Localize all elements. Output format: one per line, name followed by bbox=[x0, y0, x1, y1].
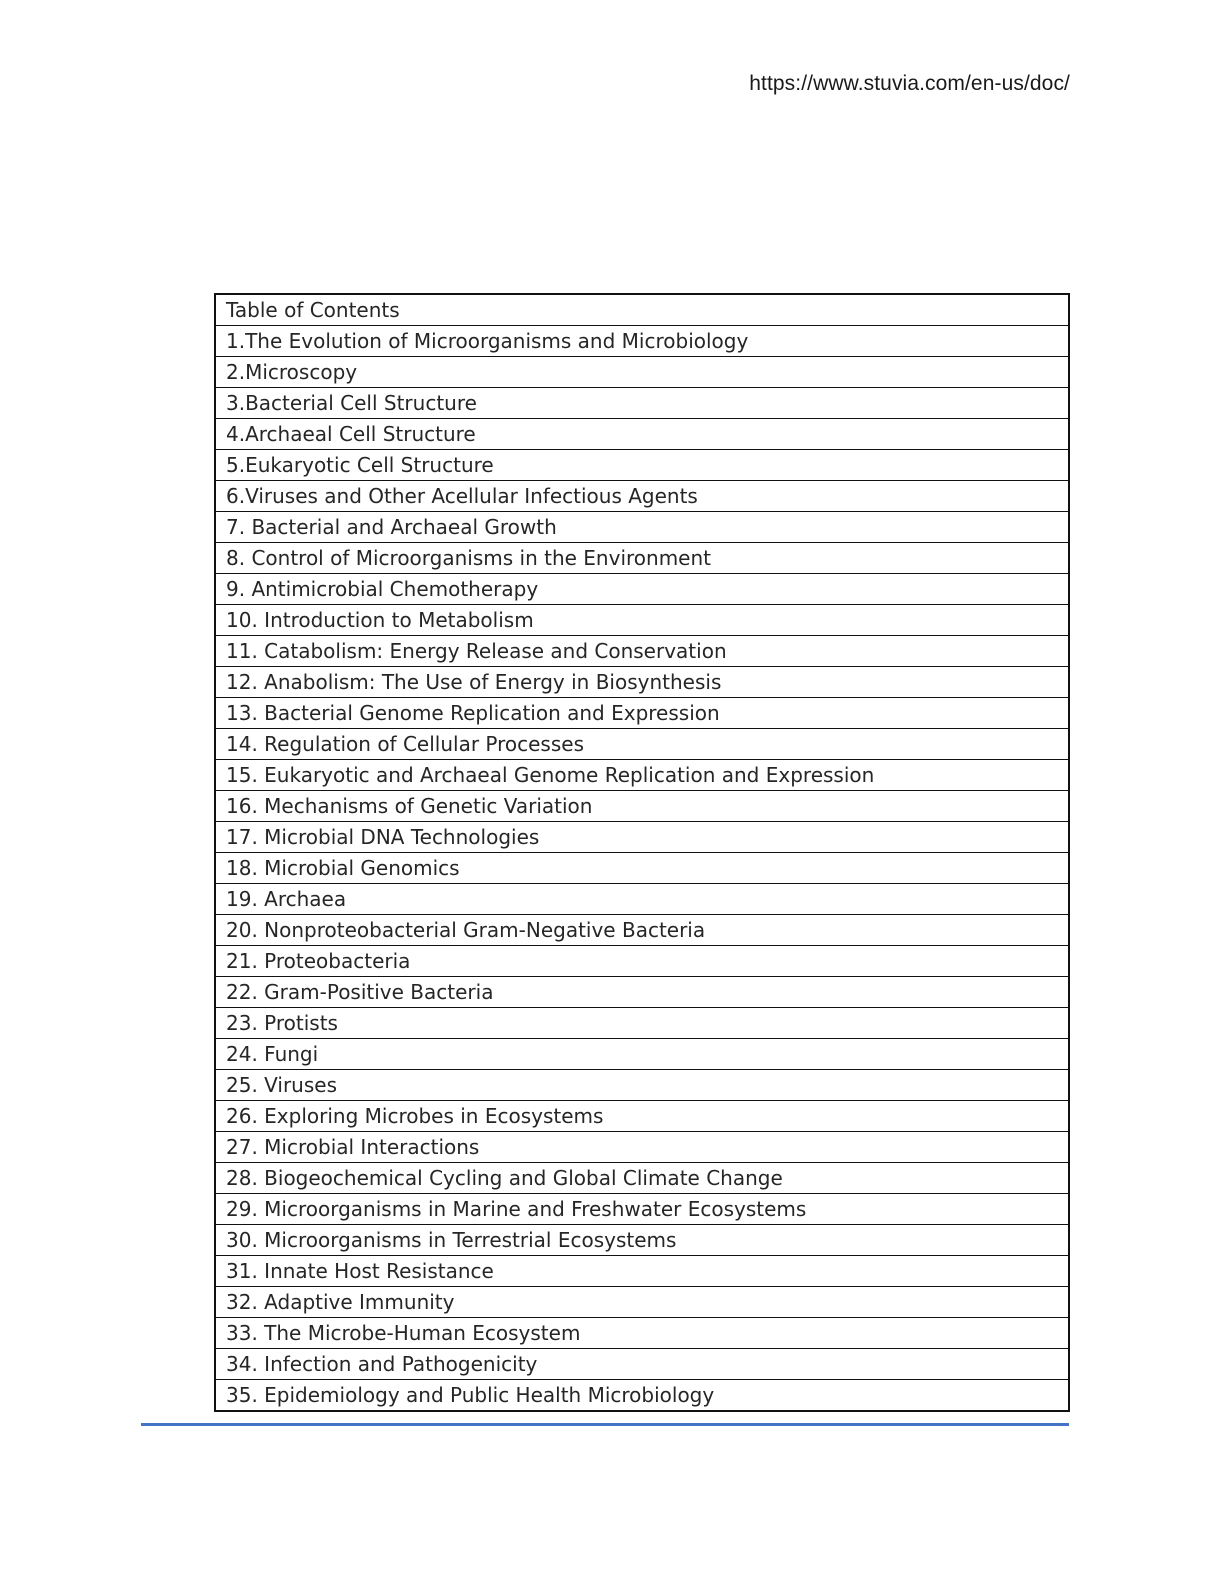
toc-item: 3.Bacterial Cell Structure bbox=[215, 388, 1069, 419]
toc-item: 15. Eukaryotic and Archaeal Genome Replication and Expression bbox=[215, 760, 1069, 791]
table-row bbox=[215, 760, 1069, 791]
table-row bbox=[215, 791, 1069, 822]
toc-item: 21. Proteobacteria bbox=[215, 946, 1069, 977]
toc-item: 10. Introduction to Metabolism bbox=[215, 605, 1069, 636]
table-row bbox=[215, 512, 1069, 543]
toc-item: 20. Nonproteobacterial Gram-Negative Bacteria bbox=[215, 915, 1069, 946]
toc-item: 18. Microbial Genomics bbox=[215, 853, 1069, 884]
table-row bbox=[215, 450, 1069, 481]
toc-item: 24. Fungi bbox=[215, 1039, 1069, 1070]
toc-item: 17. Microbial DNA Technologies bbox=[215, 822, 1069, 853]
toc-item: 1.The Evolution of Microorganisms and Microbiology bbox=[215, 326, 1069, 357]
table-of-contents bbox=[214, 293, 1070, 1412]
table-row bbox=[215, 853, 1069, 884]
table-row bbox=[215, 1163, 1069, 1194]
toc-item: 33. The Microbe-Human Ecosystem bbox=[215, 1318, 1069, 1349]
toc-item: 23. Protists bbox=[215, 1008, 1069, 1039]
toc-item: 34. Infection and Pathogenicity bbox=[215, 1349, 1069, 1380]
toc-item: 28. Biogeochemical Cycling and Global Climate Change bbox=[215, 1163, 1069, 1194]
table-row bbox=[215, 915, 1069, 946]
table-row bbox=[215, 357, 1069, 388]
toc-body bbox=[215, 294, 1069, 1411]
table-row bbox=[215, 698, 1069, 729]
table-row bbox=[215, 1225, 1069, 1256]
table-row bbox=[215, 977, 1069, 1008]
toc-title: Table of Contents bbox=[226, 298, 400, 322]
table-row bbox=[215, 1194, 1069, 1225]
table-row bbox=[215, 1256, 1069, 1287]
table-row bbox=[215, 481, 1069, 512]
toc-item: 5.Eukaryotic Cell Structure bbox=[215, 450, 1069, 481]
toc-item: 16. Mechanisms of Genetic Variation bbox=[215, 791, 1069, 822]
table-row bbox=[215, 1039, 1069, 1070]
toc-item: 27. Microbial Interactions bbox=[215, 1132, 1069, 1163]
toc-title-row bbox=[215, 294, 1069, 326]
toc-item: 26. Exploring Microbes in Ecosystems bbox=[215, 1101, 1069, 1132]
toc-item: 7. Bacterial and Archaeal Growth bbox=[215, 512, 1069, 543]
table-row bbox=[215, 1380, 1069, 1412]
table-row bbox=[215, 543, 1069, 574]
toc-item: 8. Control of Microorganisms in the Environment bbox=[215, 543, 1069, 574]
table-row bbox=[215, 1008, 1069, 1039]
table-row bbox=[215, 1101, 1069, 1132]
table-row bbox=[215, 326, 1069, 357]
header-url: https://www.stuvia.com/en-us/doc/ bbox=[749, 72, 1070, 95]
toc-item: 32. Adaptive Immunity bbox=[215, 1287, 1069, 1318]
table-row bbox=[215, 884, 1069, 915]
table-row bbox=[215, 419, 1069, 450]
table-row bbox=[215, 1070, 1069, 1101]
toc-item: 14. Regulation of Cellular Processes bbox=[215, 729, 1069, 760]
toc-item: 35. Epidemiology and Public Health Microbiology bbox=[215, 1380, 1069, 1412]
toc-item: 2.Microscopy bbox=[215, 357, 1069, 388]
table-row bbox=[215, 636, 1069, 667]
toc-item: 25. Viruses bbox=[215, 1070, 1069, 1101]
table-row bbox=[215, 574, 1069, 605]
toc-item: 4.Archaeal Cell Structure bbox=[215, 419, 1069, 450]
toc-item: 13. Bacterial Genome Replication and Expression bbox=[215, 698, 1069, 729]
bottom-rule bbox=[141, 1423, 1069, 1426]
toc-item: 11. Catabolism: Energy Release and Conservation bbox=[215, 636, 1069, 667]
table-row bbox=[215, 388, 1069, 419]
toc-item: 30. Microorganisms in Terrestrial Ecosystems bbox=[215, 1225, 1069, 1256]
table-row bbox=[215, 605, 1069, 636]
toc-item: 22. Gram-Positive Bacteria bbox=[215, 977, 1069, 1008]
table-row bbox=[215, 822, 1069, 853]
table-row bbox=[215, 946, 1069, 977]
toc-item: 6.Viruses and Other Acellular Infectious Agents bbox=[215, 481, 1069, 512]
table-row bbox=[215, 1318, 1069, 1349]
toc-item: 12. Anabolism: The Use of Energy in Biosynthesis bbox=[215, 667, 1069, 698]
toc-item: 29. Microorganisms in Marine and Freshwater Ecosystems bbox=[215, 1194, 1069, 1225]
toc-item: 9. Antimicrobial Chemotherapy bbox=[215, 574, 1069, 605]
table-row bbox=[215, 1132, 1069, 1163]
table-row bbox=[215, 729, 1069, 760]
table-row bbox=[215, 1287, 1069, 1318]
table-row bbox=[215, 1349, 1069, 1380]
toc-item: 31. Innate Host Resistance bbox=[215, 1256, 1069, 1287]
toc-item: 19. Archaea bbox=[215, 884, 1069, 915]
table-row bbox=[215, 667, 1069, 698]
